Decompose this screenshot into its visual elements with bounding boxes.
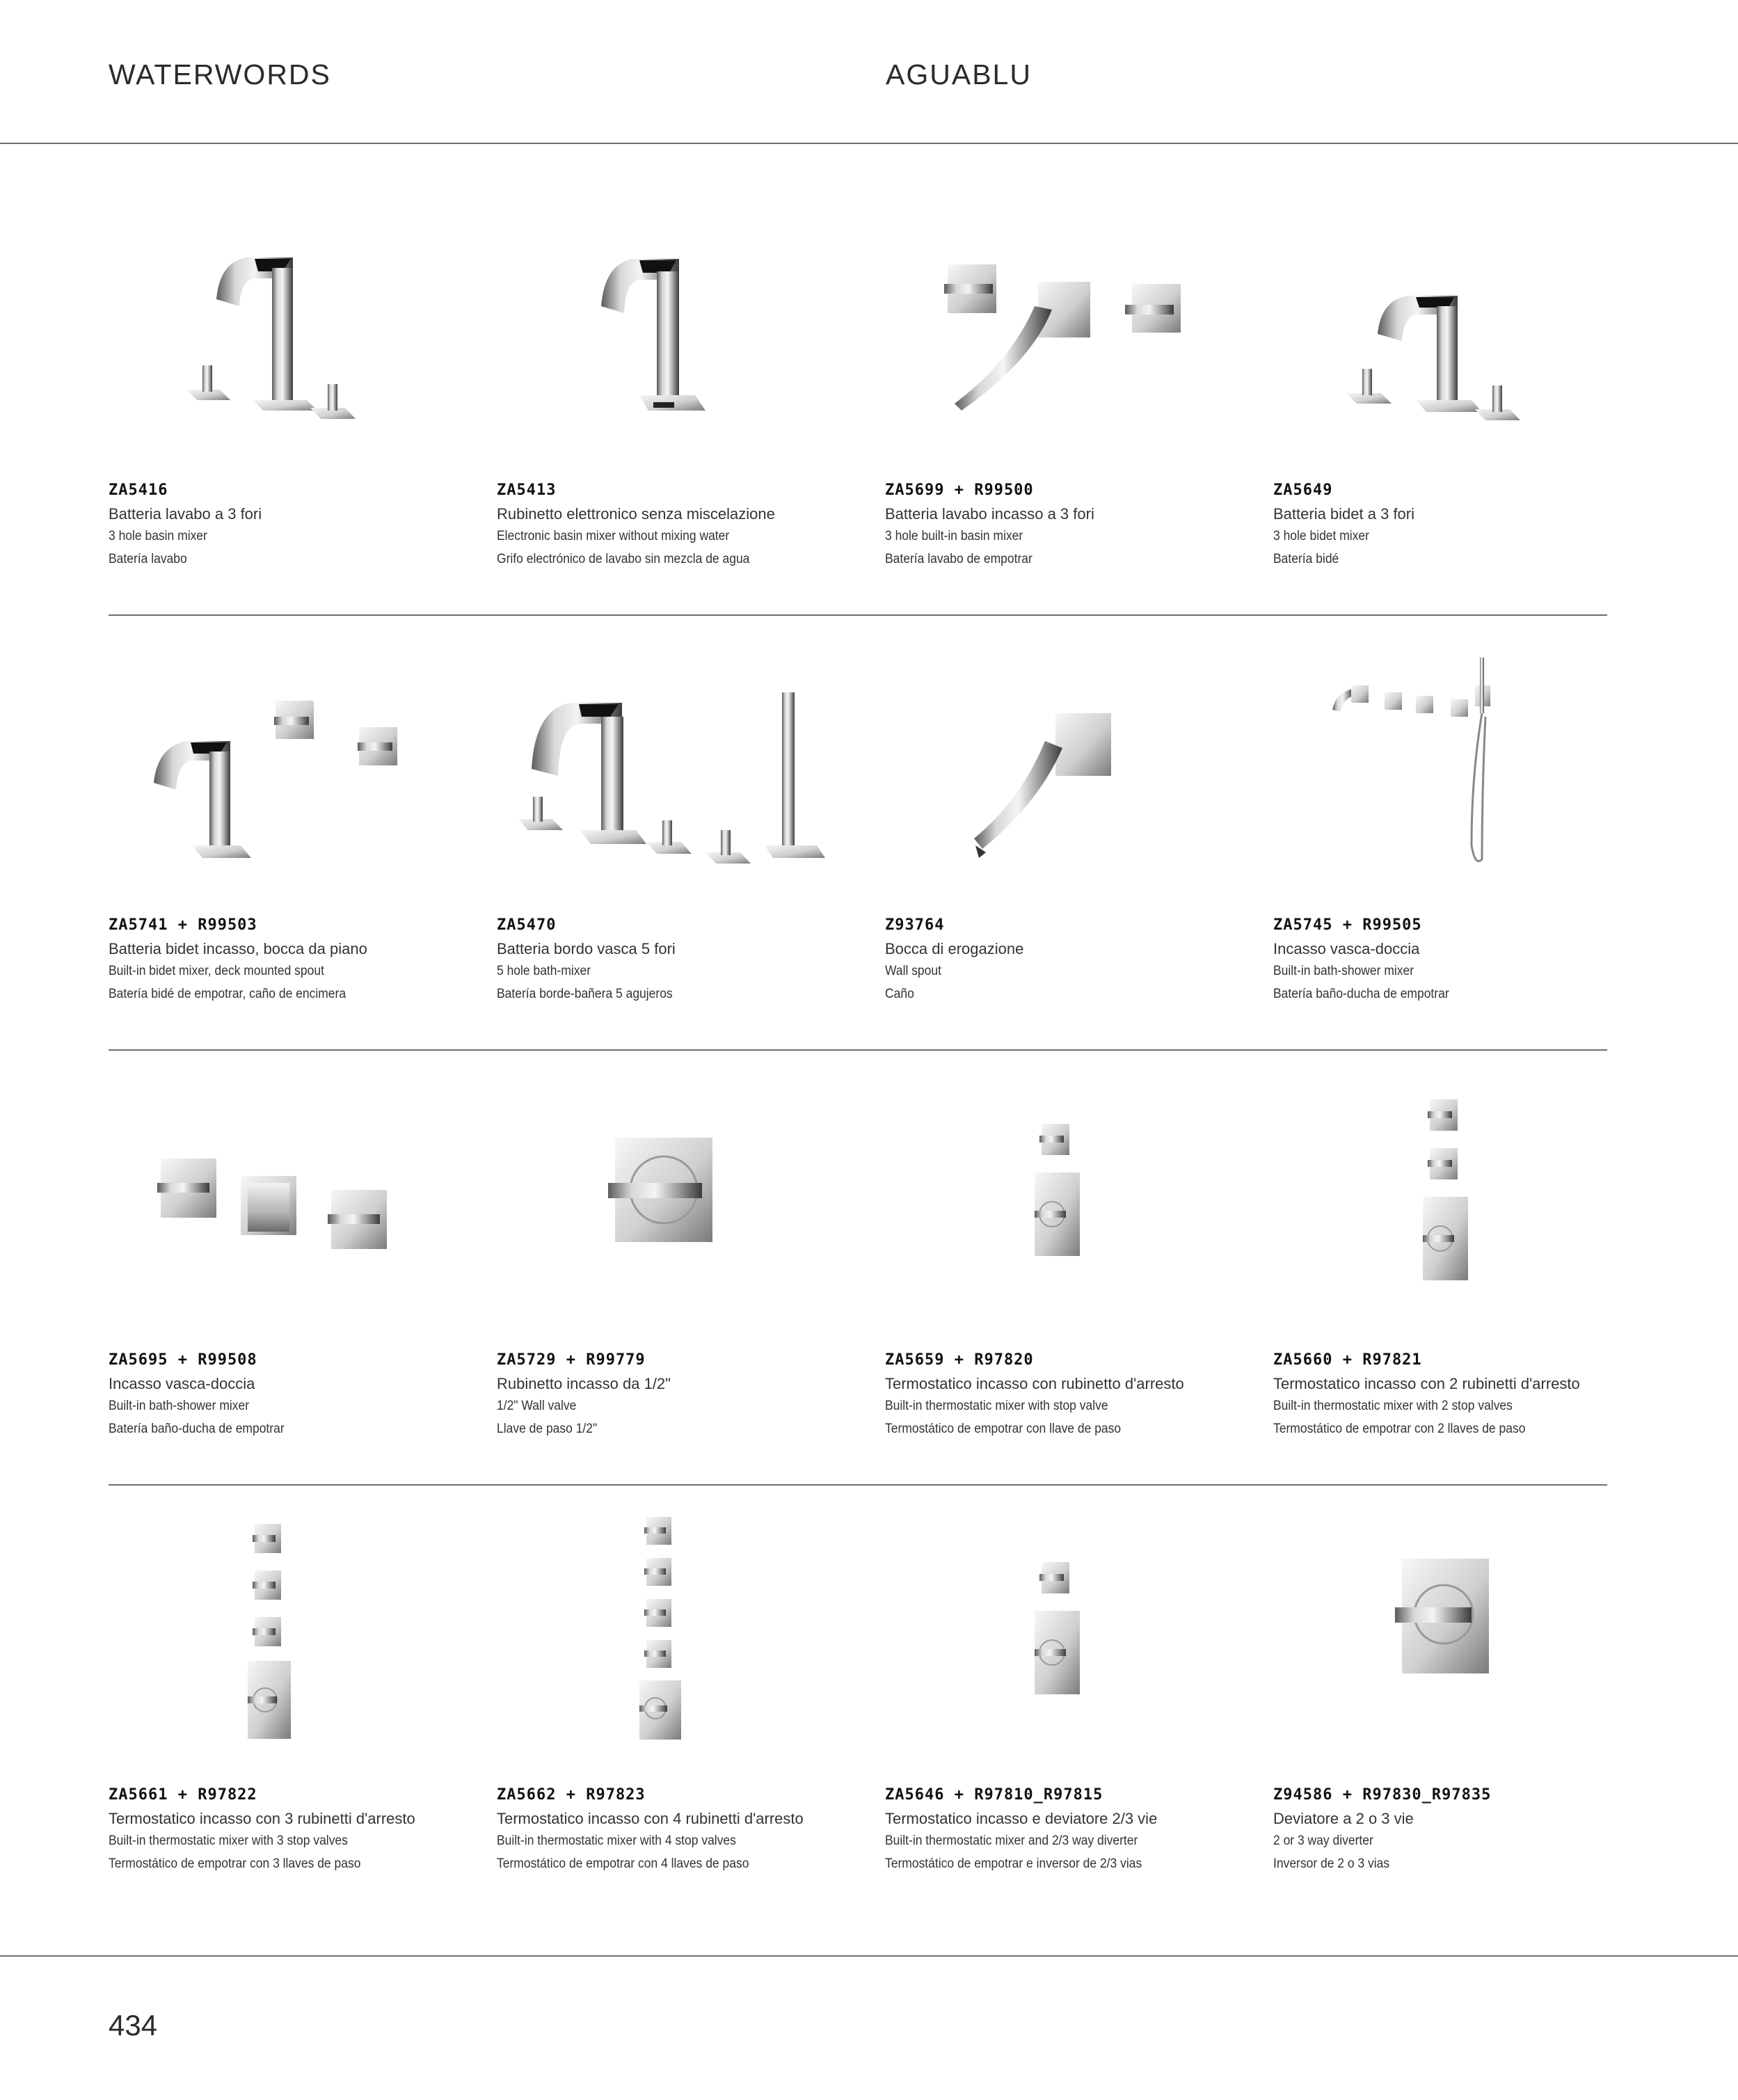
product-name-en: 5 hole bath-mixer [497,964,591,978]
product-name-it: Termostatico incasso con 3 rubinetti d'arresto [109,1810,415,1827]
product-name-en: Wall spout [885,964,941,978]
product-name-es: Batería bidé [1273,552,1339,566]
product-name-en: 3 hole basin mixer [109,529,207,543]
product-name-it: Termostatico incasso con 4 rubinetti d'arresto [497,1810,804,1827]
three-valve-plates-icon [109,1072,484,1308]
product-name-es: Termostático de empotrar con 2 llaves de paso [1273,1422,1526,1436]
product-card[interactable] [497,1486,872,1920]
product-name-es: Batería lavabo de empotrar [885,552,1033,566]
product-code: ZA5649 [1273,482,1333,499]
product-code: ZA5660 + R97821 [1273,1351,1422,1369]
product-name-en: 1/2" Wall valve [497,1399,577,1413]
product-name-es: Batería lavabo [109,552,187,566]
product-code: ZA5646 + R97810_R97815 [885,1786,1103,1804]
brand-waterwords: WATERWORDS [109,58,331,90]
thermostatic-4-valves-icon [497,1506,872,1743]
product-card[interactable] [1273,616,1649,1051]
product-name-it: Bocca di erogazione [885,940,1024,957]
product-name-en: Built-in thermostatic mixer with stop valve [885,1399,1108,1413]
product-name-es: Caño [885,987,914,1001]
product-code: Z93764 [885,916,945,934]
product-card[interactable] [885,616,1261,1051]
product-card[interactable] [885,181,1261,616]
product-code: ZA5699 + R99500 [885,482,1034,499]
product-row [109,616,1607,1051]
product-code: ZA5659 + R97820 [885,1351,1034,1369]
product-card[interactable] [109,1486,484,1920]
product-name-es: Batería bidé de empotrar, caño de encimera [109,987,346,1001]
product-name-en: Built-in thermostatic mixer with 4 stop valves [497,1833,736,1848]
product-name-it: Termostatico incasso con rubinetto d'arresto [885,1375,1184,1392]
product-name-it: Rubinetto elettronico senza miscelazione [497,505,775,523]
product-card[interactable] [109,616,484,1051]
product-card[interactable] [1273,1051,1649,1486]
thermostatic-3-valves-icon [109,1506,484,1743]
product-name-es: Grifo electrónico de lavabo sin mezcla de agua [497,552,750,566]
product-grid [109,181,1607,1920]
product-name-es: Llave de paso 1/2" [497,1422,598,1436]
product-name-en: Built-in bath-shower mixer [109,1399,250,1413]
product-name-it: Incasso vasca-doccia [109,1375,255,1392]
product-name-es: Batería baño-ducha de empotrar [109,1422,285,1436]
product-name-it: Termostatico incasso e deviatore 2/3 vie [885,1810,1158,1827]
product-code: ZA5413 [497,482,557,499]
bath-shower-mixer-hose-icon [1273,637,1649,873]
wall-spout-icon [885,637,1261,873]
product-row [109,1486,1607,1920]
thermostatic-1-valve-icon [885,1072,1261,1308]
product-name-it: Rubinetto incasso da 1/2" [497,1375,671,1392]
electronic-basin-tap-icon [497,202,872,438]
wall-valve-icon [497,1072,872,1308]
product-name-it: Batteria bidet a 3 fori [1273,505,1415,523]
page-number: 434 [109,2009,158,2042]
product-name-it: Batteria bordo vasca 5 fori [497,940,676,957]
3-hole-basin-mixer-icon [109,202,484,438]
product-code: ZA5662 + R97823 [497,1786,646,1804]
product-name-en: 2 or 3 way diverter [1273,1833,1373,1848]
product-card[interactable] [885,1486,1261,1920]
product-name-it: Deviatore a 2 o 3 vie [1273,1810,1414,1827]
diverter-icon [1273,1506,1649,1743]
product-name-en: Built-in thermostatic mixer with 3 stop valves [109,1833,348,1848]
product-row [109,181,1607,616]
product-card[interactable] [497,616,872,1051]
5-hole-bath-mixer-icon [497,637,872,873]
product-name-en: Electronic basin mixer without mixing water [497,529,730,543]
product-name-en: 3 hole bidet mixer [1273,529,1369,543]
product-code: Z94586 + R97830_R97835 [1273,1786,1492,1804]
product-name-es: Inversor de 2 o 3 vias [1273,1856,1390,1871]
product-card[interactable] [109,181,484,616]
product-name-en: Built-in bath-shower mixer [1273,964,1414,978]
product-card[interactable] [109,1051,484,1486]
product-name-en: Built-in thermostatic mixer with 2 stop valves [1273,1399,1513,1413]
product-card[interactable] [1273,1486,1649,1920]
product-code: ZA5745 + R99505 [1273,916,1422,934]
product-name-es: Batería baño-ducha de empotrar [1273,987,1449,1001]
product-name-it: Termostatico incasso con 2 rubinetti d'arresto [1273,1375,1580,1392]
product-row [109,1051,1607,1486]
product-name-es: Termostático de empotrar con 3 llaves de paso [109,1856,361,1871]
product-card[interactable] [497,1051,872,1486]
thermostatic-diverter-icon [885,1506,1261,1743]
page-header [0,0,1738,144]
built-in-basin-mixer-icon [885,202,1261,438]
bidet-mixer-icon [1273,202,1649,438]
footer-divider [0,1955,1738,1957]
product-name-it: Batteria lavabo a 3 fori [109,505,262,523]
product-name-en: 3 hole built-in basin mixer [885,529,1023,543]
product-name-it: Batteria lavabo incasso a 3 fori [885,505,1094,523]
product-code: ZA5741 + R99503 [109,916,257,934]
collection-aguablu: AGUABLU [886,58,1032,90]
thermostatic-2-valves-icon [1273,1072,1649,1308]
product-code: ZA5661 + R97822 [109,1786,257,1804]
product-name-it: Batteria bidet incasso, bocca da piano [109,940,367,957]
product-card[interactable] [497,181,872,616]
built-in-bidet-mixer-icon [109,637,484,873]
product-name-en: Built-in bidet mixer, deck mounted spout [109,964,324,978]
product-name-es: Termostático de empotrar con llave de paso [885,1422,1122,1436]
product-code: ZA5729 + R99779 [497,1351,646,1369]
product-code: ZA5695 + R99508 [109,1351,257,1369]
product-name-es: Termostático de empotrar con 4 llaves de paso [497,1856,749,1871]
product-code: ZA5416 [109,482,168,499]
product-code: ZA5470 [497,916,557,934]
product-card[interactable] [885,1051,1261,1486]
product-name-en: Built-in thermostatic mixer and 2/3 way diverter [885,1833,1138,1848]
product-card[interactable] [1273,181,1649,616]
product-name-es: Termostático de empotrar e inversor de 2/3 vias [885,1856,1142,1871]
product-name-es: Batería borde-bañera 5 agujeros [497,987,673,1001]
product-name-it: Incasso vasca-doccia [1273,940,1420,957]
